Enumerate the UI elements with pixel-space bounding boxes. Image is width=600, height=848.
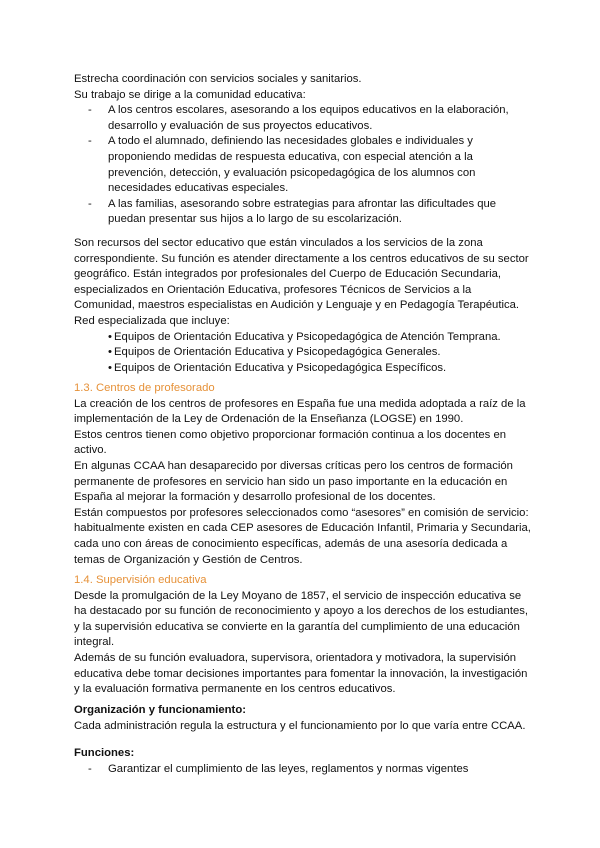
section-supervision-educativa [74, 573, 534, 698]
paragraph: Son recursos del sector educativo que están vinculados a los servicios de la zona correspondiente. Su función es atender directamente a los centros educativos de su sector geográfico. Están integrados por profesionales del Cuerpo de Educación Secundaria, especializados en Orientación Educativa, profesores Técnicos de Servicios a la Comunidad, maestros especialistas en Audición y Lenguaje y en Pedagogía Terapéutica. [74, 237, 529, 312]
paragraph: Desde la promulgación de la Ley Moyano de 1857, el servicio de inspección educativa se ha destacado por su función de reconocimiento y apoyo a los derechos de los estudiantes, y la supervisión educativa se convierte en la garantía del cumplimiento de una educación integral. [74, 589, 529, 649]
paragraph: Su trabajo se dirige a la comunidad educativa: [74, 88, 306, 101]
paragraph: Están compuestos por profesores seleccionados como “asesores” en comisión de servicio: habitualmente existen en cada CEP asesores de Educación Infantil, Primaria y Secundaria, cada uno con áreas de conocimiento específicas, además de una asesoría dedicada a temas de Organización y Gestión de Centros. [74, 506, 531, 566]
section-heading: 1.3. Centros de profesorado [74, 382, 215, 394]
list-item: - A los centros escolares, asesorando a los equipos educativos en la elaboración, desarrollo y evaluación de sus proyectos educativos. [74, 103, 534, 134]
paragraph: Cada administración regula la estructura y el funcionamiento por lo que varía entre CCAA. [74, 719, 526, 732]
orientation-team-block [74, 72, 534, 228]
section-centros-profesorado [74, 381, 534, 568]
dash-list [74, 103, 534, 228]
paragraph: En algunas CCAA han desaparecido por diversas críticas pero los centros de formación permanente de profesores en servicio han sido un paso importante en la educación en España al mejorar la formación y desarrollo profesional de los docentes. [74, 459, 513, 504]
list-item: - A las familias, asesorando sobre estrategias para afrontar las dificultades que puedan presentar sus hijos a lo largo de su escolarización. [74, 197, 534, 228]
organizacion-block [74, 703, 534, 734]
paragraph: La creación de los centros de profesores en España fue una medida adoptada a raíz de la implementación de la Ley de Ordenación de la Enseñanza (LOGSE) en 1990. [74, 397, 526, 426]
subsection-heading: Funciones: [74, 747, 135, 759]
list-item: - Garantizar el cumplimiento de las leyes, reglamentos y normas vigentes [74, 762, 534, 778]
list-item: • Equipos de Orientación Educativa y Psicopedagógica Específicos. [74, 361, 534, 377]
paragraph: Estrecha coordinación con servicios sociales y sanitarios. [74, 73, 362, 85]
paragraph: Red especializada que incluye: [74, 314, 230, 327]
paragraph: Además de su función evaluadora, supervisora, orientadora y motivadora, la supervisión educativa debe tomar decisiones importantes para fomentar la innovación, la investigación y la evaluación formativa permanente en los centros educativos. [74, 651, 528, 696]
funciones-block [74, 746, 534, 777]
list-item: • Equipos de Orientación Educativa y Psicopedagógica Generales. [74, 345, 534, 361]
bullet-list [74, 330, 534, 377]
paragraph: Estos centros tienen como objetivo proporcionar formación continua a los docentes en activo. [74, 428, 507, 457]
section-heading: 1.4. Supervisión educativa [74, 574, 207, 586]
dash-list [74, 762, 534, 778]
list-item: • Equipos de Orientación Educativa y Psicopedagógica de Atención Temprana. [74, 330, 534, 346]
subsection-heading: Organización y funcionamiento: [74, 704, 246, 716]
list-item: - A todo el alumnado, definiendo las necesidades globales e individuales y proponiendo medidas de respuesta educativa, con especial atención a la prevención, detección, y evaluación psicopedagógica de los alumnos con necesidades educativas especiales. [74, 134, 534, 196]
sector-resources-block [74, 236, 534, 376]
